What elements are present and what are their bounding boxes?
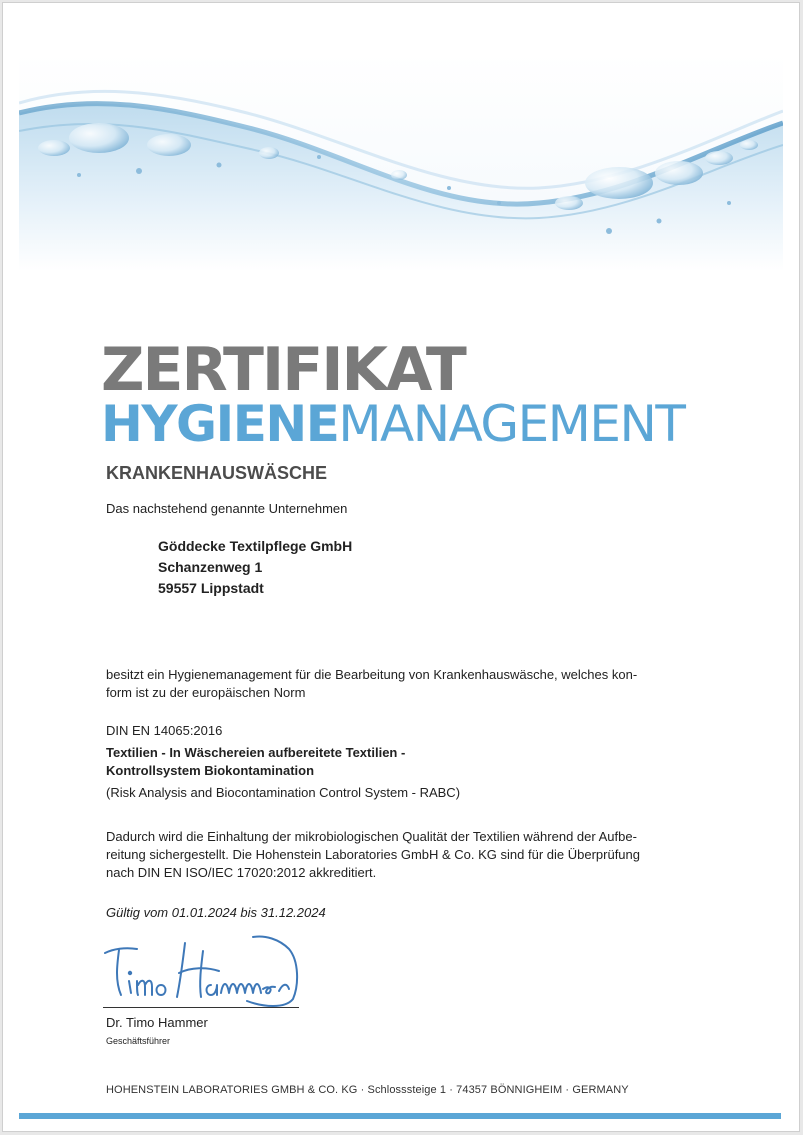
norm-title-line-1: Textilien - In Wäschereien aufbereitete Textilien - [106, 745, 406, 760]
signer-role: Geschäftsführer [106, 1036, 171, 1046]
signature-line [103, 1007, 299, 1008]
subject-bold: HYGIENE [101, 395, 339, 453]
validity-period: Gültig vom 01.01.2024 bis 31.12.2024 [106, 905, 326, 920]
norm-title-line-2: Kontrollsystem Biokontamination [106, 763, 315, 778]
bottom-accent-bar [19, 1113, 781, 1119]
subject-thin: MANAGEMENT [338, 395, 685, 453]
company-street: Schanzenweg 1 [158, 559, 263, 575]
signature [103, 933, 303, 1011]
paragraph-line-3: nach DIN EN ISO/IEC 17020:2012 akkreditiert. [106, 865, 377, 880]
certificate-title: ZERTIFIKAT [101, 335, 465, 405]
signer-name: Dr. Timo Hammer [106, 1015, 208, 1030]
norm-english-title: (Risk Analysis and Biocontamination Control System - RABC) [106, 785, 461, 800]
issuer-footer: HOHENSTEIN LABORATORIES GMBH & CO. KG · Schlosssteige 1 · 74357 BÖNNIGHEIM · GERMANY [106, 1084, 629, 1096]
water-wave-banner [19, 53, 783, 271]
statement-line-2: form ist zu der europäischen Norm [106, 685, 306, 700]
company-address [158, 536, 352, 599]
paragraph-line-2: reitung sichergestellt. Die Hohenstein Laboratories GmbH & Co. KG sind für die Überprüfung [106, 847, 640, 862]
statement-line-1: besitzt ein Hygienemanagement für die Bearbeitung von Krankenhauswäsche, welches kon- [106, 667, 638, 682]
company-city: 59557 Lippstadt [158, 580, 264, 596]
certificate-subject [101, 393, 684, 455]
certificate-page [2, 2, 800, 1132]
company-name: Göddecke Textilpflege GmbH [158, 538, 353, 554]
norm-code: DIN EN 14065:2016 [106, 723, 223, 738]
scope-heading: KRANKENHAUSWÄSCHE [106, 463, 328, 483]
paragraph-line-1: Dadurch wird die Einhaltung der mikrobiologischen Qualität der Textilien während der Aufbe- [106, 829, 637, 844]
intro-text: Das nachstehend genannte Unternehmen [106, 501, 348, 516]
